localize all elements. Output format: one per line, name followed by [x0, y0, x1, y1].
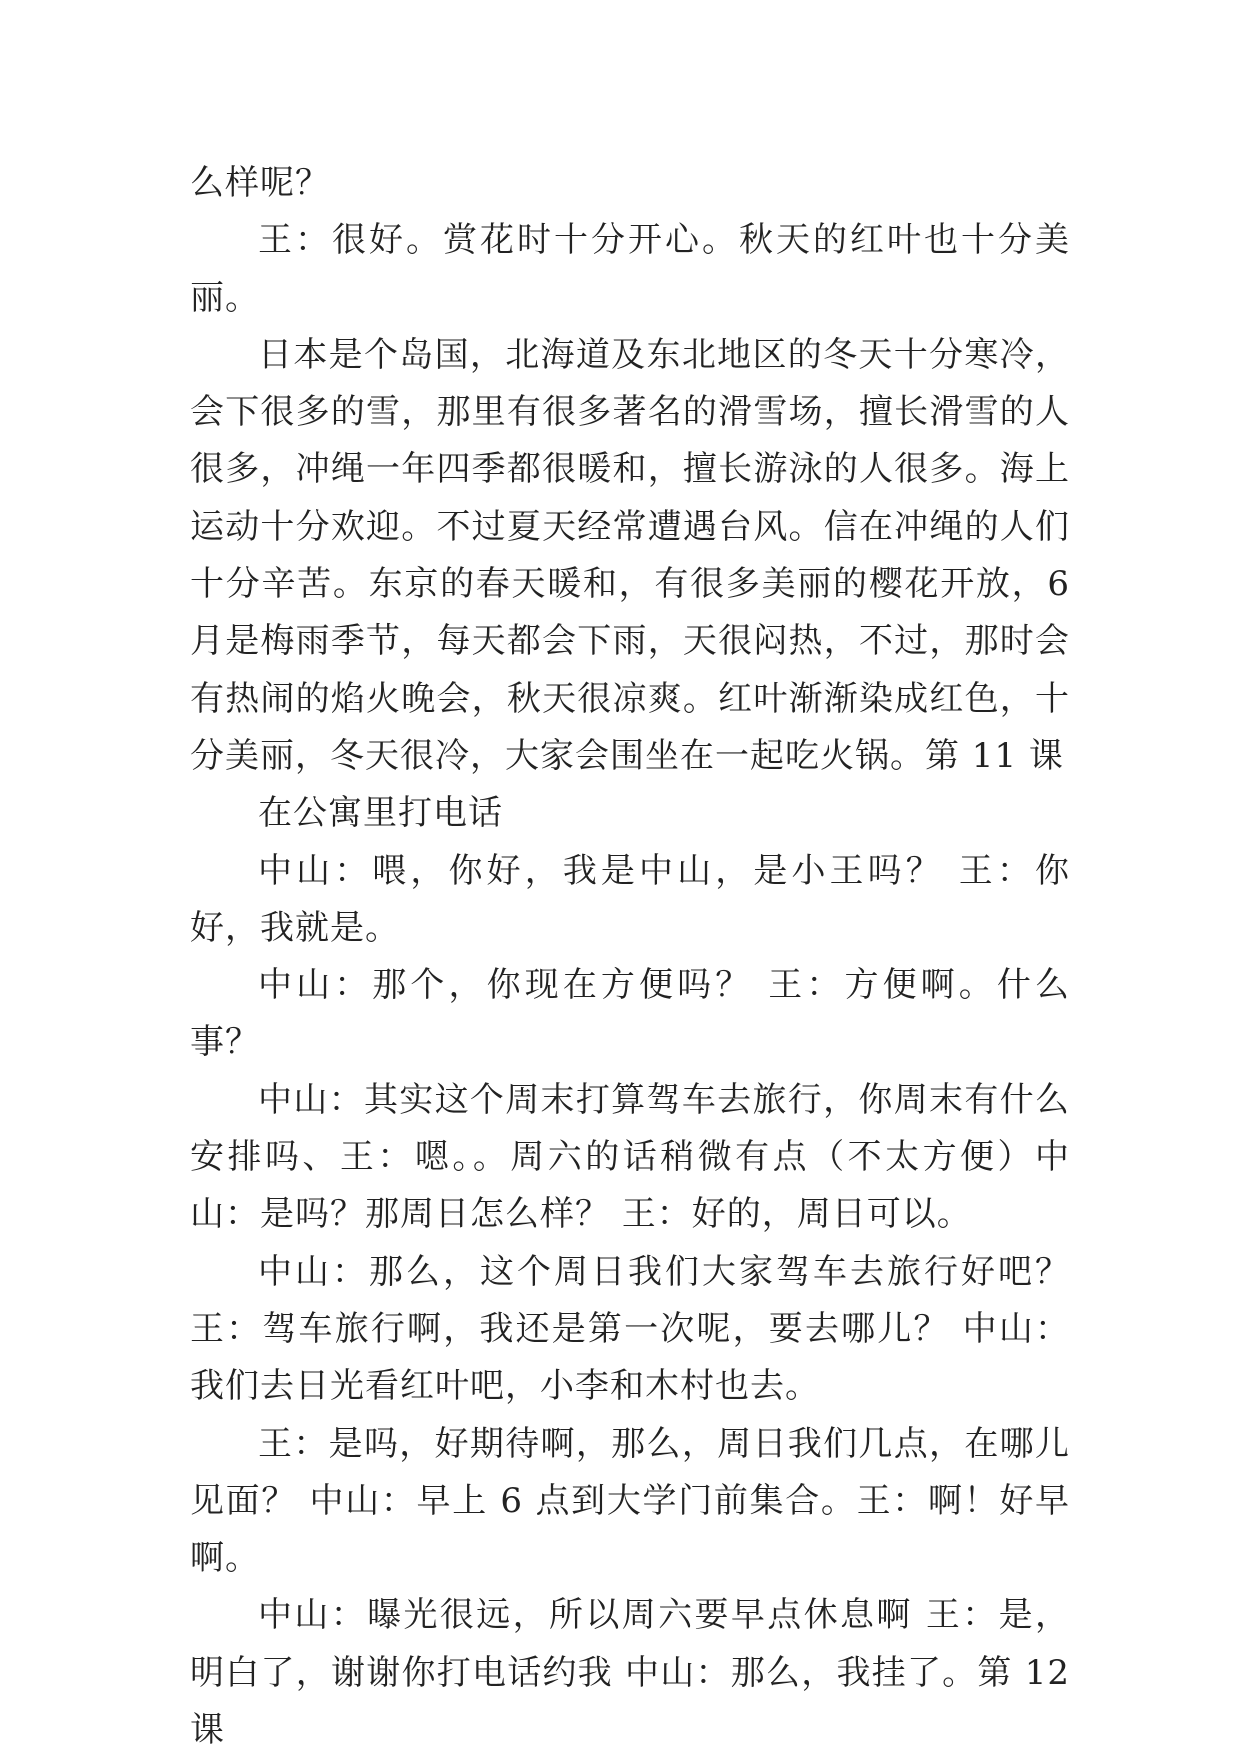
paragraph-8: 中山：那么，这个周日我们大家驾车去旅行好吧？ 王：驾车旅行啊，我还是第一次呢，要去哪儿？ 中山：我们去日光看红叶吧，小李和木村也去。 — [190, 1251, 1070, 1407]
paragraph-9: 王：是吗，好期待啊，那么，周日我们几点，在哪儿见面？ 中山：早上 6 点到大学门前集合。王：啊！好早啊。 — [190, 1423, 1070, 1579]
paragraph-4: 在公寓里打电话 — [258, 793, 503, 834]
paragraph-1: 么样呢？ — [190, 163, 330, 203]
paragraph-10: 中山：曝光很远，所以周六要早点休息啊 王：是，明白了，谢谢你打电话约我 中山：那么，我挂了。第 12 课 — [190, 1595, 1070, 1751]
paragraph-5: 中山：喂，你好，我是中山，是小王吗？ 王：你好，我就是。 — [190, 850, 1070, 948]
paragraph-3: 日本是个岛国，北海道及东北地区的冬天十分寒冷，会下很多的雪，那里有很多著名的滑雪场，擅长滑雪的人很多，冲绳一年四季都很暖和，擅长游泳的人很多。海上运动十分欢迎。不过夏天经常遭遇台风。信在冲绳的人们十分辛苦。东京的春天暖和，有很多美丽的樱花开放，6 月是梅雨季节，每天都会下雨，天很闷热，不过，那时会有热闹的焰火晚会，秋天很凉爽。红叶渐渐染成红色，十分美丽，冬天很冷，大家会围坐在一起吃火锅。第 11 课 — [190, 334, 1070, 776]
document-body — [190, 155, 1070, 1759]
paragraph-2: 王：很好。赏花时十分开心。秋天的红叶也十分美丽。 — [190, 220, 1070, 318]
paragraph-6: 中山：那个，你现在方便吗？ 王：方便啊。什么事？ — [190, 965, 1070, 1063]
paragraph-7: 中山：其实这个周末打算驾车去旅行，你周末有什么安排吗、王：嗯。。周六的话稍微有点（不太方便）中山：是吗？那周日怎么样？ 王：好的，周日可以。 — [190, 1079, 1070, 1235]
